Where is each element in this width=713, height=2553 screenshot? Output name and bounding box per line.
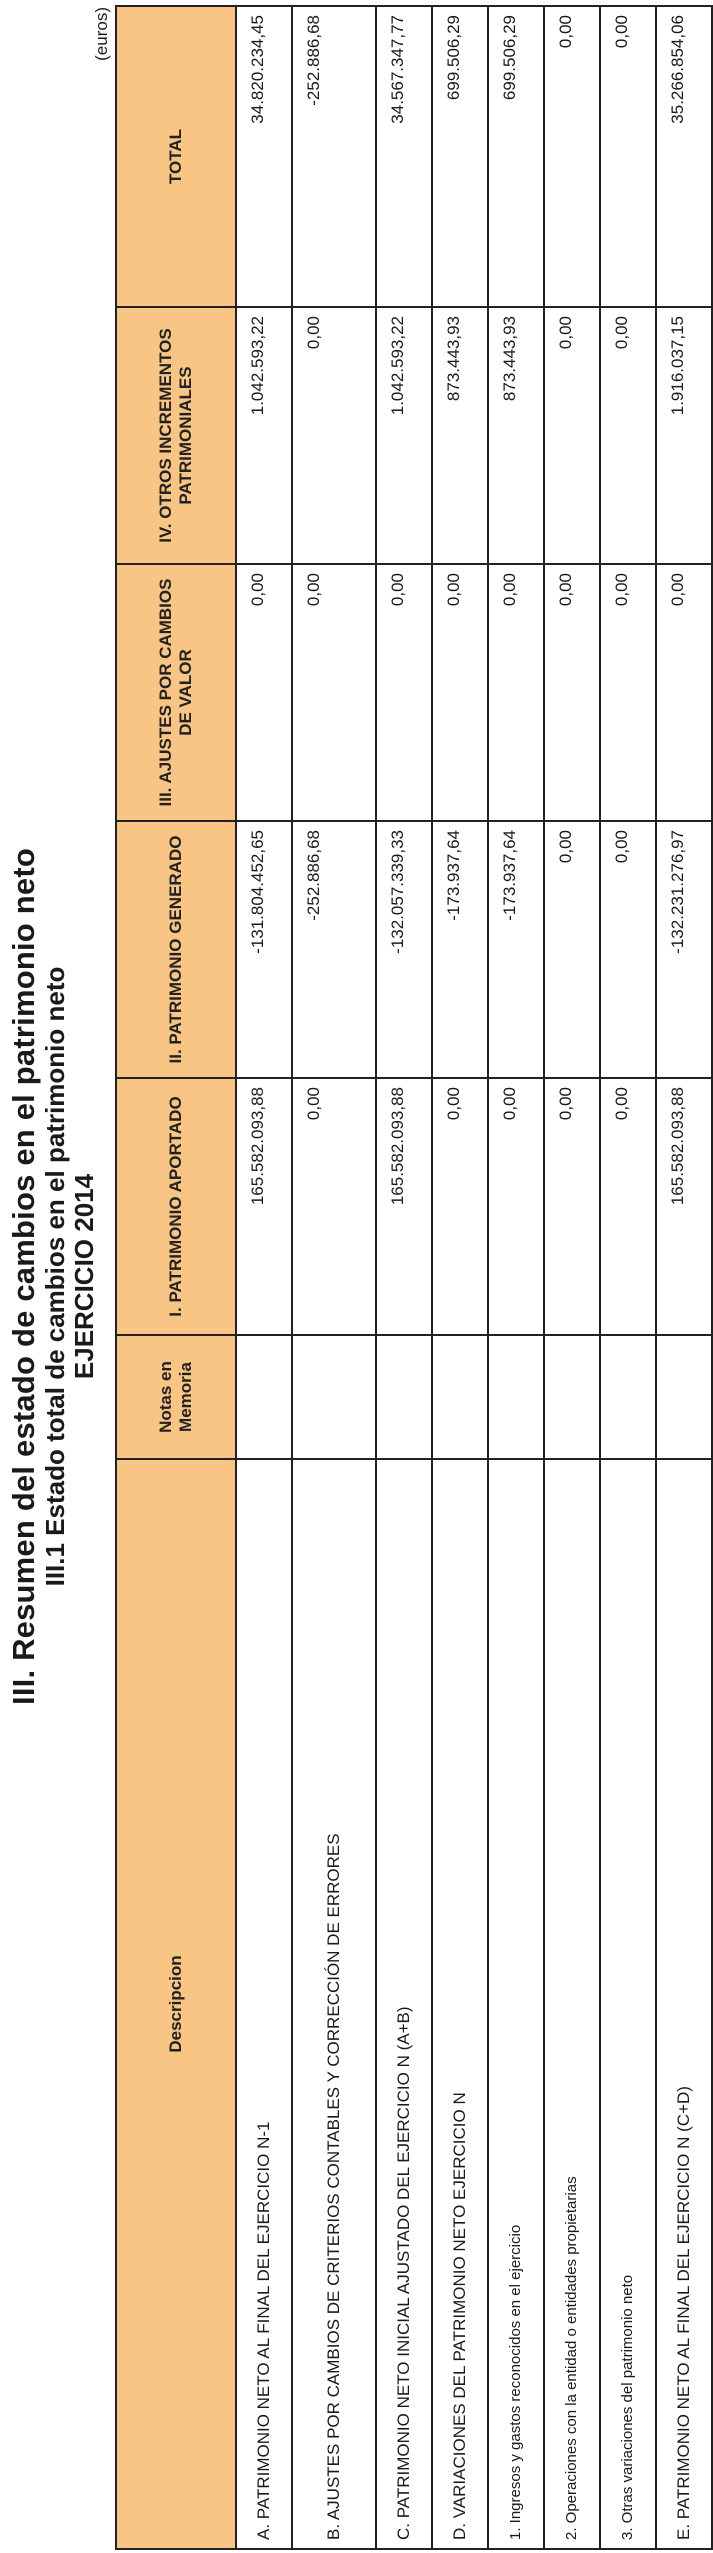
table-row [656, 6, 712, 2549]
cell-generado: -131.804.452,65 [236, 821, 292, 1078]
cell-otros: 1.042.593,22 [236, 307, 292, 564]
row-label: 2. Operaciones con la entidad o entidades propietarias [544, 1459, 600, 2549]
cell-generado: 0,00 [600, 821, 656, 1078]
row-label: 1. Ingresos y gastos reconocidos en el ejercicio [488, 1459, 544, 2549]
page-subtitle: III.1 Estado total de cambios en el patrimonio neto [40, 966, 70, 1587]
cell-total: 34.567.347,77 [376, 6, 432, 307]
row-note [488, 1335, 544, 1459]
cell-ajustes: 0,00 [600, 564, 656, 821]
col-header-patrimonio-aportado: I. PATRIMONIO APORTADO [116, 1078, 236, 1335]
table-row [376, 6, 432, 2549]
row-note [292, 1335, 376, 1459]
row-label: 3. Otras variaciones del patrimonio neto [600, 1459, 656, 2549]
cell-total: 0,00 [544, 6, 600, 307]
cell-generado: -173.937,64 [432, 821, 488, 1078]
cell-otros: 1.916.037,15 [656, 307, 712, 564]
cell-otros: 0,00 [600, 307, 656, 564]
cell-aportado: 165.582.093,88 [236, 1078, 292, 1335]
cell-ajustes: 0,00 [236, 564, 292, 821]
cell-ajustes: 0,00 [376, 564, 432, 821]
cell-ajustes: 0,00 [292, 564, 376, 821]
period-label: EJERCICIO 2014 [69, 1173, 99, 1380]
col-header-otros-incrementos: IV. OTROS INCREMENTOS PATRIMONIALES [116, 307, 236, 564]
cell-total: 699.506,29 [488, 6, 544, 307]
row-label: A. PATRIMONIO NETO AL FINAL DEL EJERCICIO N-1 [236, 1459, 292, 2549]
cell-total: 35.266.854,06 [656, 6, 712, 307]
table-row [292, 6, 376, 2549]
col-header-total: TOTAL [116, 6, 236, 307]
cell-aportado: 165.582.093,88 [376, 1078, 432, 1335]
row-note [656, 1335, 712, 1459]
cell-otros: 873.443,93 [432, 307, 488, 564]
cell-aportado: 0,00 [544, 1078, 600, 1335]
cell-generado: -132.057.339,33 [376, 821, 432, 1078]
table-header-row [116, 6, 236, 2549]
cell-aportado: 0,00 [600, 1078, 656, 1335]
cell-otros: 0,00 [292, 307, 376, 564]
cell-aportado: 0,00 [292, 1078, 376, 1335]
cell-aportado: 165.582.093,88 [656, 1078, 712, 1335]
cell-total: 699.506,29 [432, 6, 488, 307]
row-note [600, 1335, 656, 1459]
row-note [376, 1335, 432, 1459]
cell-total: 0,00 [600, 6, 656, 307]
row-note [544, 1335, 600, 1459]
row-note [236, 1335, 292, 1459]
row-label: D. VARIACIONES DEL PATRIMONIO NETO EJERCICIO N [432, 1459, 488, 2549]
cell-generado: 0,00 [544, 821, 600, 1078]
row-label: E. PATRIMONIO NETO AL FINAL DEL EJERCICIO N (C+D) [656, 1459, 712, 2549]
col-header-patrimonio-generado: II. PATRIMONIO GENERADO [116, 821, 236, 1078]
cell-generado: -252.886,68 [292, 821, 376, 1078]
table-row [488, 6, 544, 2549]
cell-otros: 1.042.593,22 [376, 307, 432, 564]
col-header-descripcion: Descripcion [116, 1459, 236, 2549]
row-label: C. PATRIMONIO NETO INICIAL AJUSTADO DEL EJERCICIO N (A+B) [376, 1459, 432, 2549]
cell-ajustes: 0,00 [432, 564, 488, 821]
cell-otros: 0,00 [544, 307, 600, 564]
table-row [236, 6, 292, 2549]
units-label: (euros) [92, 7, 111, 61]
cell-total: -252.886,68 [292, 6, 376, 307]
cell-ajustes: 0,00 [544, 564, 600, 821]
cell-generado: -132.231.276,97 [656, 821, 712, 1078]
col-header-ajustes-valor: III. AJUSTES POR CAMBIOS DE VALOR [116, 564, 236, 821]
table-row [432, 6, 488, 2549]
col-header-notas: Notas en Memoria [116, 1335, 236, 1459]
title-block [0, 0, 110, 2553]
row-label: B. AJUSTES POR CAMBIOS DE CRITERIOS CONTABLES Y CORRECCIÓN DE ERRORES [292, 1459, 376, 2549]
row-note [432, 1335, 488, 1459]
equity-changes-table [115, 5, 713, 2550]
cell-generado: -173.937,64 [488, 821, 544, 1078]
page-title: III. Resumen del estado de cambios en el patrimonio neto [6, 848, 41, 1705]
cell-otros: 873.443,93 [488, 307, 544, 564]
cell-total: 34.820.234,45 [236, 6, 292, 307]
cell-ajustes: 0,00 [488, 564, 544, 821]
cell-ajustes: 0,00 [656, 564, 712, 821]
table-row [544, 6, 600, 2549]
cell-aportado: 0,00 [432, 1078, 488, 1335]
table-row [600, 6, 656, 2549]
cell-aportado: 0,00 [488, 1078, 544, 1335]
